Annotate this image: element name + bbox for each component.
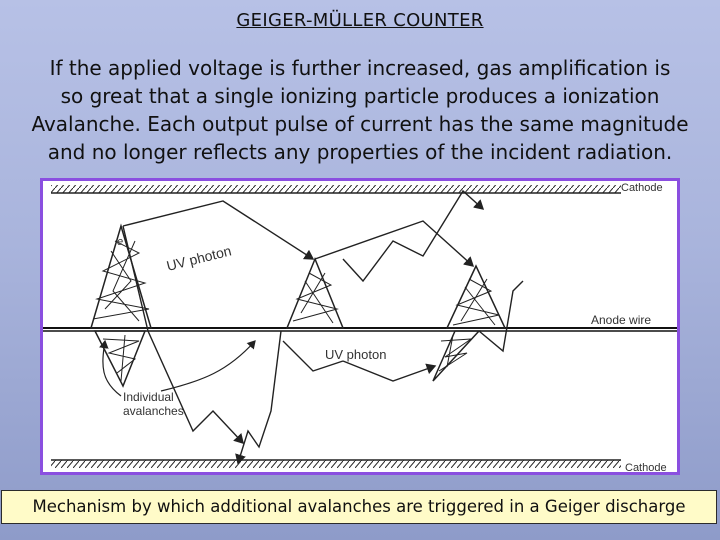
anode-wire-label: Anode wire <box>591 313 652 327</box>
paragraph-line: Avalanche. Each output pulse of current has the same magnitude <box>31 112 689 136</box>
cathode-bottom-label: Cathode <box>625 462 667 472</box>
individual-label: Individual <box>123 390 174 404</box>
figure-caption: Mechanism by which additional avalanches are triggered in a Geiger discharge <box>1 490 717 524</box>
cathode-bottom-wall <box>51 460 621 468</box>
electron-label: e <box>117 236 124 248</box>
cathode-top-wall <box>51 185 621 193</box>
avalanche-2 <box>287 259 343 328</box>
avalanche-3 <box>447 266 505 328</box>
paragraph-line: If the applied voltage is further increased, gas amplification is <box>49 56 671 80</box>
avalanche-4 <box>433 331 479 381</box>
body-paragraph <box>0 54 720 166</box>
label-pointers <box>103 341 255 396</box>
geiger-avalanche-figure <box>40 178 680 475</box>
slide-title: GEIGER-MÜLLER COUNTER <box>236 10 484 31</box>
cathode-top-label: Cathode <box>621 182 663 194</box>
avalanche-5 <box>95 331 145 386</box>
avalanches-label: avalanches <box>123 404 184 418</box>
uv-photon-lower-label: UV photon <box>325 347 387 362</box>
paragraph-line: so great that a single ionizing particle produces a ionization <box>60 84 660 108</box>
avalanche-diagram <box>43 181 677 472</box>
uv-photon-upper-label: UV photon <box>164 242 233 274</box>
paragraph-line: and no longer reflects any properties of the incident radiation. <box>47 140 673 164</box>
